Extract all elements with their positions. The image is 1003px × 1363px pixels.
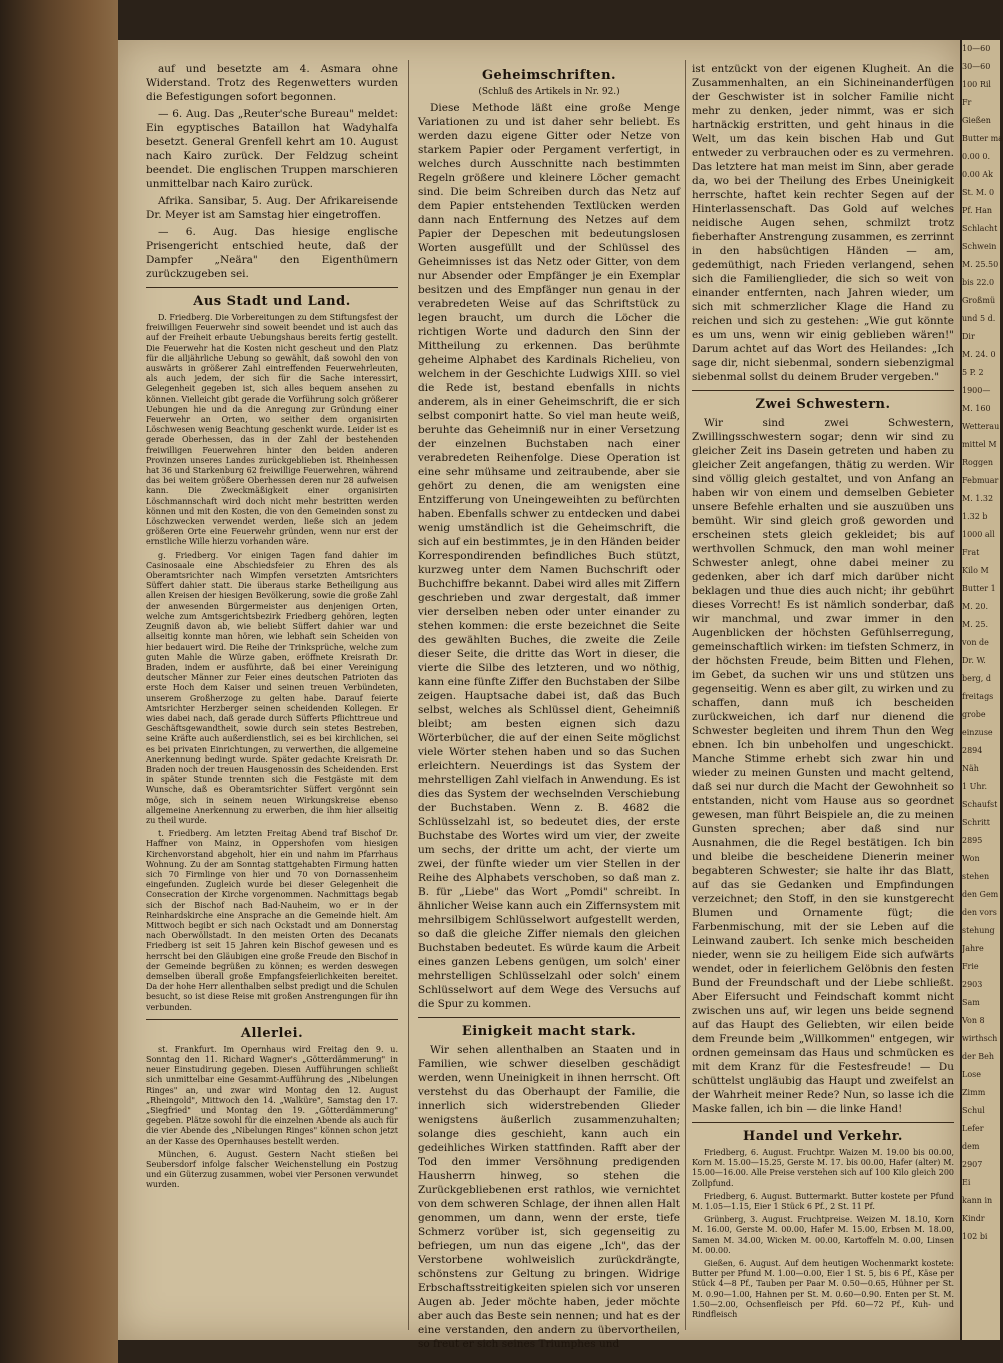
edge-fragment: stehung: [962, 926, 995, 935]
edge-fragment: 2894: [962, 746, 983, 755]
news-paragraph: g. Friedberg. Vor einigen Tagen fand dahier im Casinosaale eine Abschiedsfeier zu Ehren des als Oberamtsrichter nach Wimpfen versetzten Amtsrichters Süffert dahier statt. Die überaus starke Betheiligung aus allen Kreisen der hiesigen Bevölkerung, sowie die große Zahl der anwesenden Bürgermeister aus denjenigen Orten, welche zum Amtsgerichtsbezirk Friedberg gehören, legten Zeugniß davon ab, wie beliebt Süffert dahier war und allseitig konnte man hören, wie lebhaft sein Scheiden von hier bedauert wird. Die Reihe der Trinksprüche, welche zum guten Mahle die Würze gaben, eröffnete Kreisrath Dr. Braden, indem er ausführte, daß bei einer Vereinigung deutscher Männer zur Feier eines deutschen Patrioten das erste Hoch dem Kaiser und seinen treuen Verbündeten, unserem Großherzoge zu gelten habe. Darauf feierte Amtsrichter Herzberger seinen scheidenden Kollegen. Er wies dabei nach, daß gerade durch Süfferts Pflichttreue und Geschäftsgewandtheit, sowie durch sein stetes Bestreben, seine Kräfte auch außerdienstlich, sei es bei kirchlichen, sei es bei privaten Einrichtungen, zu verwerthen, die allgemeine Anerkennung bedingt wurde. Später gedachte Kreisrath Dr. Braden noch der treuen Hausgenossin des Scheidenden. Erst in später Stunde trennten sich die Festgäste mit dem Wunsche, daß es Oberamtsrichter Süffert vergönnt sein möge, sich in seinem neuen Wirkungskreise ebenso allgemeine Anerkennung zu erwerben, die ihm hier allseitig zu theil wurde.: [146, 550, 398, 825]
article-paragraph: Diese Methode läßt eine große Menge Variationen zu und ist daher sehr beliebt. Es werden dazu eigene Gitter oder Netze von starkem Papier oder Pergament verfertigt, in welches durch Ausschnitte nach bestimmten Regeln größere und kleinere Löcher gemacht sind. Die beim Schreiben durch das Netz auf dem Papier entstehenden Textlücken werden dann nach Entfernung des Netzes auf dem Papier der Depeschen mit bedeutungslosen Worten ausgefüllt und der Schlüssel des Geheimnisses ist das Netz oder Gitter, von dem nur Absender oder Empfänger je ein Exemplar besitzen und des Empfänger nun genau in der verabredeten Weise auf das Schriftstück zu legen braucht, um durch die Löcher die richtigen Worte und dadurch den Sinn der Mittheilung zu erkennen. Das berühmte geheime Alphabet des Kardinals Richelieu, von welchem in der Geschichte Ludwigs XIII. so viel die Rede ist, bestand ebenfalls in nichts anderem, als in einer Geheimschrift, die er sich selbst componirt hatte. So viel man heute weiß, beruhte das Geheimniß nur in einer Versetzung der einzelnen Buchstaben nach einer verabredeten Reihenfolge. Diese Operation ist eine sehr mühsame und zeitraubende, aber sie gehört zu denen, die am wenigsten eine Entzifferung von Uneingeweihten zu befürchten haben. Ebenfalls schwer zu entdecken und dabei wenig umständlich ist die Geheimschrift, die sich auf ein bestimmtes, je in den Händen beider Korrespondirenden befindliches Buch stützt, kurzweg unter dem Namen Buchschrift oder Buchchiffre bekannt. Dabei wird alles mit Ziffern geschrieben und zwar dergestalt, daß immer vier derselben neben oder unter einander zu stehen kommen: die erste bezeichnet die Seite des gewählten Buches, die zweite die Zeile dieser Seite, die dritte das Wort in dieser, die vierte die Silbe des letzteren, und wo nöthig, kann eine fünfte Ziffer den Buchstaben der Silbe zeigen. Hauptsache dabei ist, daß das Buch selbst, welches als Schlüssel dient, Geheimniß bleibt; am besten eignen sich dazu Wörterbücher, die auf der einen Seite möglichst viele Wörter stehen haben und so das Suchen erleichtern. Neuerdings ist das System der mehrstelligen Zahl vielfach in Anwendung. Es ist dies das System der wechselnden Verschiebung der Buchstaben. Wenn z. B. 4682 die Schlüsselzahl ist, so bedeutet dies, der erste Buchstabe des Wortes wird um vier, der zweite um sechs, der dritte um acht, der vierte um zwei, der fünfte wieder um vier Stellen in der Reihe des Alphabets verschoben, so daß man z. B. für „Liebe" das Wort „Pomdi" schreibt. In ähnlicher Weise kann auch ein Ziffernsystem mit mehrsilbigem Schlüsselwort aufgestellt werden, so daß die gleiche Ziffer niemals den gleichen Buchstaben bedeutet. Es würde kaum die Arbeit eines ganzen Lebens genügen, um solch' einer mehrstelligen Schlüsselzahl oder solch' einem Schlüsselwort auf dem Wege des Versuchs auf die Spur zu kommen.: [418, 102, 680, 1010]
edge-fragment: Dir: [962, 332, 975, 341]
edge-fragment: 1900—: [962, 386, 991, 395]
market-prices: [692, 1148, 954, 1320]
edge-fragment: Lose: [962, 1070, 981, 1079]
book-spine: [0, 0, 118, 1363]
edge-fragment: der Beh: [962, 1052, 994, 1061]
edge-fragment: 100 Ril: [962, 80, 991, 89]
divider: [692, 1122, 954, 1123]
price-paragraph: Grünberg, 3. August. Fruchtpreise. Weizen M. 18.10, Korn M. 16.00, Gerste M. 00.00, Hafer M. 15.00, Erbsen M. 18.00, Samen M. 34.00, Wicken M. 00.00, Kartoffeln M. 0.00, Linsen M. 00.00.: [692, 1215, 954, 1255]
article-title-zwei-schwestern: Zwei Schwestern.: [755, 397, 891, 412]
edge-fragment: Näh: [962, 764, 979, 773]
einigkeit-continued: ist entzückt von der eigenen Klugheit. An die Zusammenhalten, an ein Sichineinanderfügen der Geschwister ist in solcher Familie nicht mehr zu denken, jeder nimmt, was er sich hartnäckig erstritten, und geht hinaus in die Welt, um das kein bischen Hab und Gut entweder zu verbrauchen oder es zu vermehren. Das letztere hat man meist im Sinn, aber gerade da, wo bei der Theilung des Erbes Uneinigkeit herrschte, haftet kein rechter Segen auf der Hinterlassenschaft. Das Gold auf welches neidische Augen sehen, schmilzt trotz fieberhafter Anstrengung zusammen, es zerrinnt in den habsüchtigen Händen — am, gedemüthigt, nach Frieden verlangend, sehen sich die Familienglieder, die sich so weit von einander entfernten, nach Jahren wieder, um sich mit schmerzlicher Klage die Hand zu reichen und sich zu gestehen: „Wie gut könnte es um uns, wenn wir einig geblieben wären!" Darum achtet auf das Wort des Heilandes: „Ich sage dir, nicht siebenmal, sondern siebenzigmal siebenmal sollst du deinem Bruder vergeben.": [692, 63, 954, 383]
edge-fragment: kann in: [962, 1196, 993, 1205]
edge-fragment: M. 1.32: [962, 494, 994, 503]
edge-fragment: 30—60: [962, 62, 991, 71]
edge-fragment: stehen: [962, 872, 990, 881]
article-subtitle: (Schluß des Artikels in Nr. 92.): [478, 87, 620, 97]
edge-fragment: M. 25.: [962, 620, 988, 629]
edge-fragment: Kindr: [962, 1214, 985, 1223]
news-paragraph: Afrika. Sansibar, 5. Aug. Der Afrikareisende Dr. Meyer ist am Samstag hier eingetroffen.: [146, 195, 398, 221]
edge-fragment: 5 P. 2: [962, 368, 984, 377]
edge-fragment: St. M. 0: [962, 188, 995, 197]
edge-fragment: Großmü: [962, 296, 996, 305]
edge-fragment: Gießen: [962, 116, 991, 125]
edge-fragment: Frie: [962, 962, 979, 971]
edge-fragment: grobe: [962, 710, 986, 719]
price-paragraph: Friedberg, 6. August. Fruchtpr. Waizen M. 19.00 bis 00.00, Korn M. 15.00—15.25, Gerste M. 17. bis 00.00, Hafer (alter) M. 15.00—16.00. Alle Preise verstehen sich auf 100 Kilo gleich 200 Zollpfund.: [692, 1148, 954, 1188]
column-2: [418, 62, 680, 1354]
news-paragraph: — 6. Aug. Das hiesige englische Prisengericht entschied heute, daß der Dampfer „Neära" den Eigenthümern zurückzugeben sei.: [146, 226, 398, 280]
edge-fragment: Sam: [962, 998, 980, 1007]
edge-fragment: Schul: [962, 1106, 985, 1115]
edge-fragment: 10—60: [962, 44, 991, 53]
edge-fragment: bis 22.0: [962, 278, 995, 287]
edge-fragment: Schwein: [962, 242, 997, 251]
divider: [146, 287, 398, 288]
column-rule: [685, 60, 686, 1330]
edge-fragment: M. 20.: [962, 602, 988, 611]
edge-fragment: 0.00 Ak: [962, 170, 993, 179]
edge-fragment: Kilo M: [962, 566, 989, 575]
news-paragraph: auf und besetzte am 4. Asmara ohne Widerstand. Trotz des Regenwetters wurden die Befestigungen sofort begonnen.: [146, 63, 398, 103]
local-news: [146, 313, 398, 1013]
edge-fragment: den vors: [962, 908, 997, 917]
edge-fragment: dem: [962, 1142, 980, 1151]
news-paragraph: t. Friedberg. Am letzten Freitag Abend traf Bischof Dr. Haffner von Mainz, in Oppershofen vom hiesigen Kirchenvorstand abgeholt, hier ein und nahm im Pfarrhaus Wohnung. Zu der am Sonntag stattgehabten Firmung hatten sich 70 Firmlinge von hier und 70 von Dornassenheim eingefunden. Zugleich wurde bei dieser Gelegenheit die Consecration der Kirche vorgenommen. Nachmittags begab sich der Bischof nach Bad-Nauheim, wo er in der Reinhardskirche eine Ansprache an die Gemeinde hielt. Am Mittwoch begibt er sich nach Ockstadt und am Donnerstag nach Oberwöllstadt. In den meisten Orten des Decanats Friedberg ist seit 15 Jahren kein Bischof gewesen und es herrscht bei den Gläubigen eine große Freude den Bischof in der Gemeinde begrüßen zu können; es werden deswegen demselben überall große Empfangsfeierlichkeiten bereitet. Da der hohe Herr allenthalben selbst predigt und die Schulen besucht, so ist diese Reise mit großen Anstrengungen für ihn verbunden.: [146, 829, 398, 1012]
edge-fragment: berg, d: [962, 674, 992, 683]
section-title-handel: Handel und Verkehr.: [743, 1129, 903, 1144]
geheimschriften-text: [418, 101, 680, 1011]
edge-fragment: den Gem: [962, 890, 999, 899]
edge-fragment: 2895: [962, 836, 983, 845]
edge-fragment: Lefer: [962, 1124, 984, 1133]
edge-fragment: Schlacht: [962, 224, 998, 233]
article-paragraph: Wir sehen allenthalben an Staaten und in Familien, wie schwer dieselben geschädigt werden, wenn Uneinigkeit in ihnen herrscht. Oft verstehst du das Oberhaupt der Familie, die innerlich sich widerstrebenden Glieder wenigstens äußerlich zusammenzuhalten; solange dies geschieht, kann auch ein gedeihliches Wirken stattfinden. Rafft aber der Tod den immer Versöhnung predigenden Hausherrn hinweg, so stehen die Zurückgebliebenen erst rathlos, wie vernichtet von dem schweren Schlage, der ihnen allen Halt genommen, um dann, wenn der erste, tiefe Schmerz vorüber ist, sich gegenseitig zu befriegen, um nun das eigene „Ich", das der Verstorbene wohlweislich zurückdrängte, schönstens zur Geltung zu bringen. Widrige Erbschaftsstreitigkeiten spielen sich vor unseren Augen ab. Jeder möchte haben, jeder möchte aber auch das Beste sein nennen; und hat es der eine verstanden, den andern zu übervortheilen, so freut er sich seines Triumphes und: [418, 1044, 680, 1350]
edge-fragment: Schritt: [962, 818, 990, 827]
edge-fragment: Wetterau: [962, 422, 1000, 431]
news-paragraph: D. Friedberg. Die Vorbereitungen zu dem Stiftungsfest der freiwilligen Feuerwehr sind soweit beendet und ist auch das auf der Freiheit erbaute Uebungshaus bereits fertig gestellt. Die Feuerwehr hat die Kosten nicht gescheut und den Platz für die alljährliche Uebung so gewählt, daß sowohl den von auswärts in größerer Zahl eintreffenden Feuerwehrleuten, als auch jedem, der sich für die Sache interessirt, Gelegenheit gegeben ist, sich alles bequem ansehen zu können. Vielleicht gibt gerade die Vorführung solch größerer Uebungen hie und da die Anregung zur Gründung einer Feuerwehr an Orten, wo seither dem organisirten Löschwesen wenig Beachtung geschenkt wurde. Leider ist es gerade Oberhessen, das in der Zahl der bestehenden freiwilligen Feuerwehren hinter den beiden anderen Provinzen unseres Landes zurückgeblieben ist. Rheinhessen hat 36 und Starkenburg 62 freiwillige Feuerwehren, während das bei weitem größere Oberhessen deren nur 28 aufweisen kann. Die Zweckmäßigkeit einer organisirten Löschmannschaft wird doch nicht mehr bestritten werden können und mit den Kosten, die von den Gemeinden sonst zu Löschzwecken verwendet werden, ließe sich an jedem größeren Orte eine Feuerwehr gründen, wenn nur erst der ernstliche Wille hierzu vorhanden wäre.: [146, 313, 398, 547]
article-title-einigkeit: Einigkeit macht stark.: [461, 1024, 637, 1039]
section-title-stadt-land: Aus Stadt und Land.: [193, 294, 351, 309]
edge-fragment: einzuse: [962, 728, 993, 737]
divider: [418, 1017, 680, 1018]
edge-fragment: und 5 d.: [962, 314, 996, 323]
edge-fragment: Febmuar: [962, 476, 999, 485]
edge-fragment: 1.32 b: [962, 512, 988, 521]
edge-fragment: Won: [962, 854, 980, 863]
price-paragraph: Gießen, 6. August. Auf dem heutigen Wochenmarkt kostete: Butter per Pfund M. 1.00—0.00, Eier 1 St. 5, bis 6 Pf., Käse per Stück 4—8 Pf., Tauben per Paar M. 0.50—0.65, Hühner per St. M. 0.90—1.00, Hahnen per St. M. 0.60—0.90. Enten per St. M. 1.50—2.00, Ochsenfleisch per Pfd. 60—72 Pf., Kuh- und Rindfleisch: [692, 1259, 954, 1320]
price-paragraph: Friedberg, 6. August. Buttermarkt. Butter kostete per Pfund M. 1.05—1.15, Eier 1 Stück 6 Pf., 2 St. 11 Pf.: [692, 1191, 954, 1212]
edge-fragment: 2907: [962, 1160, 983, 1169]
einigkeit-text: [418, 1043, 680, 1351]
edge-fragment: 1000 all: [962, 530, 995, 539]
edge-fragment: Roggen: [962, 458, 993, 467]
column-1: [146, 62, 398, 1194]
edge-fragment: M. 160: [962, 404, 991, 413]
edge-fragment: Schaufst: [962, 800, 998, 809]
edge-fragment: M. 25.50: [962, 260, 999, 269]
edge-fragment: Butter 1: [962, 584, 996, 593]
news-paragraph: München, 6. August. Gestern Nacht stießen bei Seubersdorf infolge falscher Weichenstellung ein Postzug und ein Güterzug zusammen, wobei vier Personen verwundet wurden.: [146, 1149, 398, 1190]
divider: [692, 390, 954, 391]
edge-fragment: 2903: [962, 980, 983, 989]
edge-fragment: Zimm: [962, 1088, 986, 1097]
column-rule: [408, 60, 409, 1330]
divider: [146, 1019, 398, 1020]
edge-fragment: Dr. W.: [962, 656, 986, 665]
column-3: [692, 62, 954, 1323]
edge-fragment: wirthsch: [962, 1034, 998, 1043]
news-paragraph: st. Frankfurt. Im Opernhaus wird Freitag den 9. u. Sonntag den 11. Richard Wagner's „Götterdämmerung" in neuer Einstudirung gegeben. Diesen Aufführungen schließt sich unmittelbar eine Gesammt-Aufführung des „Nibelungen Ringes" an, und zwar wird Montag den 12. August „Rheingold", Mittwoch den 14. „Walküre", Samstag den 17. „Siegfried" und Montag den 19. „Götterdämmerung" gegeben. Plätze sowohl für die einzelnen Abende als auch für die vier Abende des „Nibelungen Ringes" können schon jetzt an der Kasse des Opernhauses bestellt werden.: [146, 1044, 398, 1146]
edge-fragment: mittel M: [962, 440, 997, 449]
edge-fragment: Fr: [962, 98, 972, 107]
newspaper-page: [118, 40, 960, 1350]
edge-fragment: Von 8: [962, 1016, 985, 1025]
allerlei-news: [146, 1045, 398, 1191]
foreign-news: [146, 62, 398, 281]
edge-fragment: Jahre: [962, 944, 984, 953]
edge-fragment: M. 24. 0: [962, 350, 996, 359]
edge-fragment: Ei: [962, 1178, 971, 1187]
edge-fragment: 1 Uhr.: [962, 782, 988, 791]
edge-fragment: freitags: [962, 692, 994, 701]
edge-fragment: 0.00 0.: [962, 152, 990, 161]
adjacent-page-edge: [962, 40, 1003, 1340]
section-title-allerlei: Allerlei.: [240, 1025, 304, 1041]
zwei-schwestern-text: Wir sind zwei Schwestern, Zwillingsschwestern sogar; denn wir sind zu gleicher Zeit ins Dasein getreten und haben zu gleicher Zeit angefangen, thätig zu werden. Wir sind völlig gleich gestaltet, und von Anfang an haben wir von einem und demselben Gebieter unsere Befehle erhalten und sie auszuüben uns bemüht. Wir sind gleich groß geworden und erscheinen stets gleich gekleidet; bis auf werthvollen Schmuck, den man wohl meiner Schwester anlegt, ohne dabei meiner zu gedenken, aber ich darf mich darüber nicht beklagen und thue dies auch nicht; ihr gebührt dieses Vorrecht! Es ist nämlich sonderbar, daß wir manchmal, und zwar immer in den Augenblicken der höchsten Gefühlserregung, gemeinschaftlich wirken: im tiefsten Schmerz, in der höchsten Freude, beim Bitten und Flehen, im Gebet, da suchen wir uns und stützen uns gegenseitig. Wenn es aber gilt, zu wirken und zu schaffen, dann muß ich bescheiden zurückweichen, ich darf nur dienend die Schwester begleiten und ihrem Thun den Weg ebnen. Ich bin unbeholfen und ungeschickt. Manche Stimme erhebt sich zwar hin und wieder zu meinen Gunsten und macht geltend, daß sei nur durch die Macht der Gewohnheit so entstanden, nicht vom Hause aus so geordnet gewesen, man führt Beispiele an, die zu meinen Gunsten sprechen; aber daß sind nur Ausnahmen, die die Regel bestätigen. Ich bin und bleibe die bescheidene Dienerin meiner begabteren Schwester; sie halte ihr das Blatt, auf das sie Gedanken und Empfindungen verzeichnet; den Stoff, in den sie kunstgerecht Blumen und Ornamente fügt; die Farbenmischung, mit der sie Leben auf die Leinwand zaubert. Ich senke mich bescheiden nieder, wenn sie zu heiligem Eide sich aufwärts wendet, oder in feierlichem Gelöbnis den festen Bund der Freundschaft und der Liebe schließt. Aber Eifersucht und Feindschaft kommt nicht zwischen uns auf, wir legen uns beide segnend auf das Haupt des Geliebten, wir eilen beide dem Freunde beim „Willkommen" entgegen, wir ordnen gemeinsam das Haus und schmücken es mit dem Kranz für die Festesfreude! — Du schüttelst ungläubig das Haupt und zweifelst an der Wahrheit meiner Rede? Nun, so lasse ich die Maske fallen, ich bin — die linke Hand!: [692, 417, 954, 1115]
edge-fragment: Frat: [962, 548, 980, 557]
edge-fragment: Butter ma: [962, 134, 1003, 143]
edge-fragment: 102 bi: [962, 1232, 988, 1241]
news-paragraph: — 6. Aug. Das „Reuter'sche Bureau" meldet: Ein egyptisches Bataillon hat Wadyhalfa besetzt. General Grenfell kehrt am 10. August nach Kairo zurück. Der Feldzug scheint beendet. Die englischen Truppen marschieren unmittelbar nach Kairo zurück.: [146, 108, 398, 190]
article-title-geheimschriften: Geheimschriften.: [481, 68, 617, 83]
edge-fragment: von de: [962, 638, 989, 647]
edge-fragment: Pf. Han: [962, 206, 993, 215]
